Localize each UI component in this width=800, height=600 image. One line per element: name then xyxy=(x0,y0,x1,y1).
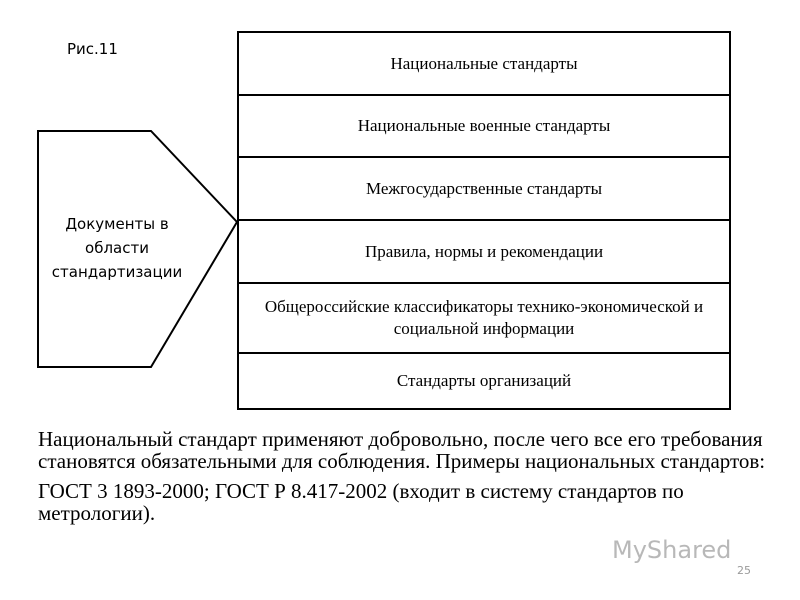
category-national-standards: Национальные стандарты xyxy=(239,33,729,96)
category-stack xyxy=(237,31,731,410)
category-interstate-standards: Межгосударственные стандарты xyxy=(239,158,729,221)
category-rules-norms-recommendations: Правила, нормы и рекомендации xyxy=(239,221,729,284)
category-organization-standards: Стандарты организаций xyxy=(396,371,572,390)
category-national-military-standards: Национальные военные стандарты xyxy=(239,96,729,158)
body-paragraph-2: ГОСТ 3 1893-2000; ГОСТ Р 8.417-2002 (входит в систему стандартов по метрологии). xyxy=(38,479,684,525)
body-paragraph-1: Национальный стандарт применяют добровольно, после чего все его требования становятся обязательными для соблюдения. Примеры национальных стандартов: xyxy=(38,427,766,473)
body-text xyxy=(38,428,778,532)
category-classifiers: Общероссийские классификаторы технико-экономической и социальной информации xyxy=(239,284,729,354)
source-label: Документы в области стандартизации xyxy=(51,215,183,281)
page-number: 25 xyxy=(737,564,751,577)
figure-label: Рис.11 xyxy=(67,40,118,58)
watermark: MyShared xyxy=(612,536,732,564)
